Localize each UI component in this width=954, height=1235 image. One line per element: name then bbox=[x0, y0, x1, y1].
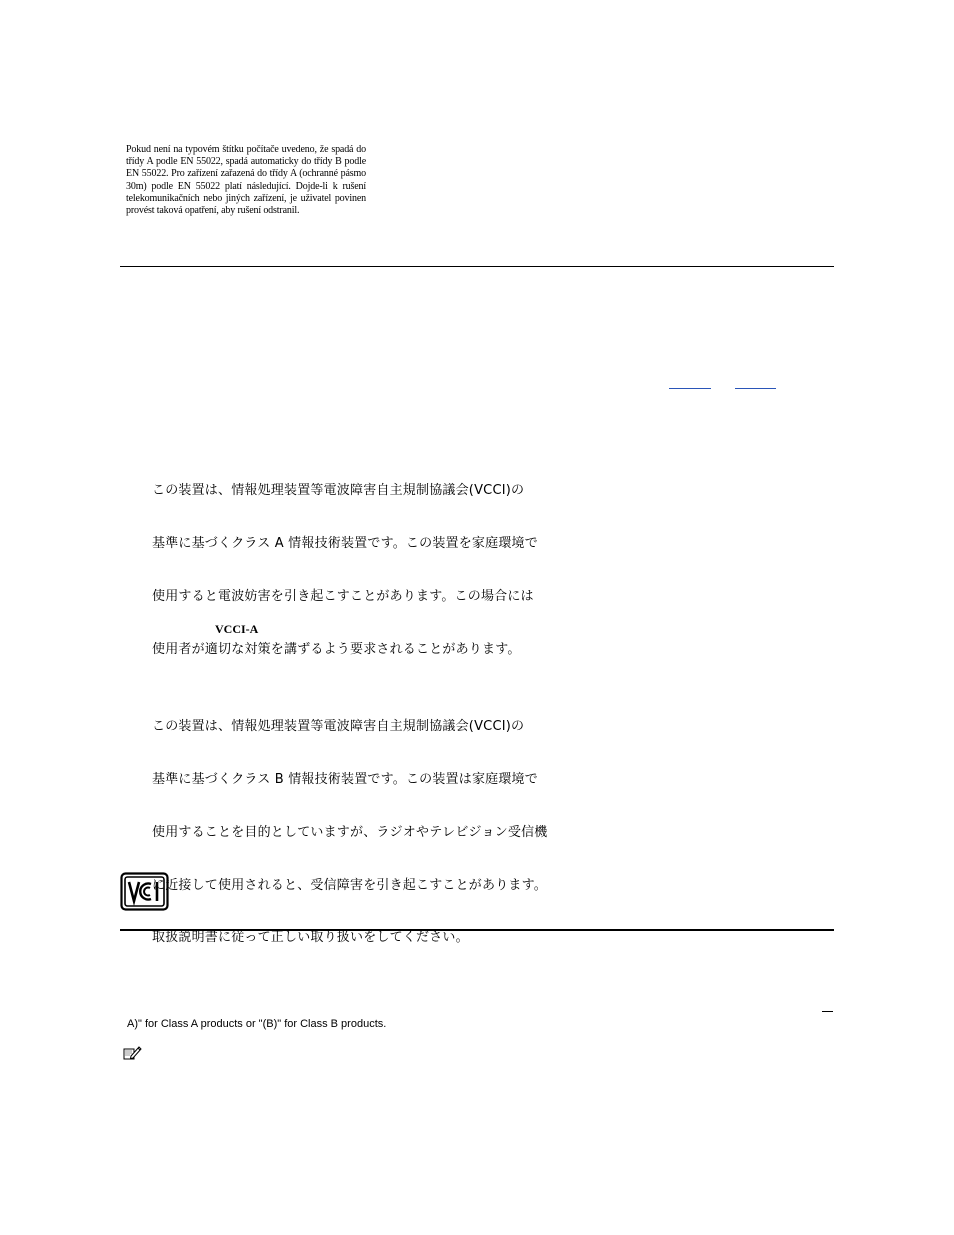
notice-line: この装置は、情報処理装置等電波障害自主規制協議会(VCCI)の bbox=[152, 719, 525, 735]
vcci-class-a-notice bbox=[152, 447, 538, 676]
notice-line: 使用すると電波妨害を引き起こすことがあります。この場合には bbox=[152, 588, 534, 604]
notice-line: 使用することを目的としていますが、ラジオやテレビジョン受信機 bbox=[152, 824, 548, 840]
czech-emc-notice: Pokud není na typovém štítku počítače uvedeno, že spadá do třídy A podle EN 55022, spadá automaticky do třídy B podle EN 55022. Pro zařízení zařazená do třídy A (ochranné pásmo 30m) podle EN 55022 platí následující. Dojde-li k rušení telekomunikačních nebo jiných zařízení, je uživatel povinen provést taková opatření, aby rušení odstranil. bbox=[126, 144, 366, 217]
link-underline-fragment[interactable] bbox=[669, 388, 711, 389]
notice-line: 取扱説明書に従って正しい取り扱いをしてください。 bbox=[152, 930, 469, 946]
vcci-a-label: VCCI-A bbox=[215, 622, 259, 636]
link-underline-fragment[interactable] bbox=[735, 388, 776, 389]
notice-line: 使用者が適切な対策を講ずるよう要求されることがあります。 bbox=[152, 641, 521, 657]
notice-line: この装置は、情報処理装置等電波障害自主規制協議会(VCCI)の bbox=[152, 483, 525, 499]
section-divider bbox=[120, 929, 834, 931]
notice-line: 基準に基づくクラス A 情報技術装置です。この装置を家庭環境で bbox=[152, 535, 538, 551]
dash-fragment bbox=[822, 1011, 833, 1012]
notice-line: 基準に基づくクラス B 情報技術装置です。この装置は家庭環境で bbox=[152, 771, 538, 787]
vcci-logo-icon bbox=[120, 872, 169, 911]
vcci-class-b-notice bbox=[152, 683, 547, 965]
class-marking-note: A)" for Class A products or "(B)" for Class B products. bbox=[127, 1018, 387, 1030]
section-divider bbox=[120, 266, 834, 267]
note-pencil-icon bbox=[122, 1045, 142, 1061]
notice-line: に近接して使用されると、受信障害を引き起こすことがあります。 bbox=[152, 877, 547, 893]
